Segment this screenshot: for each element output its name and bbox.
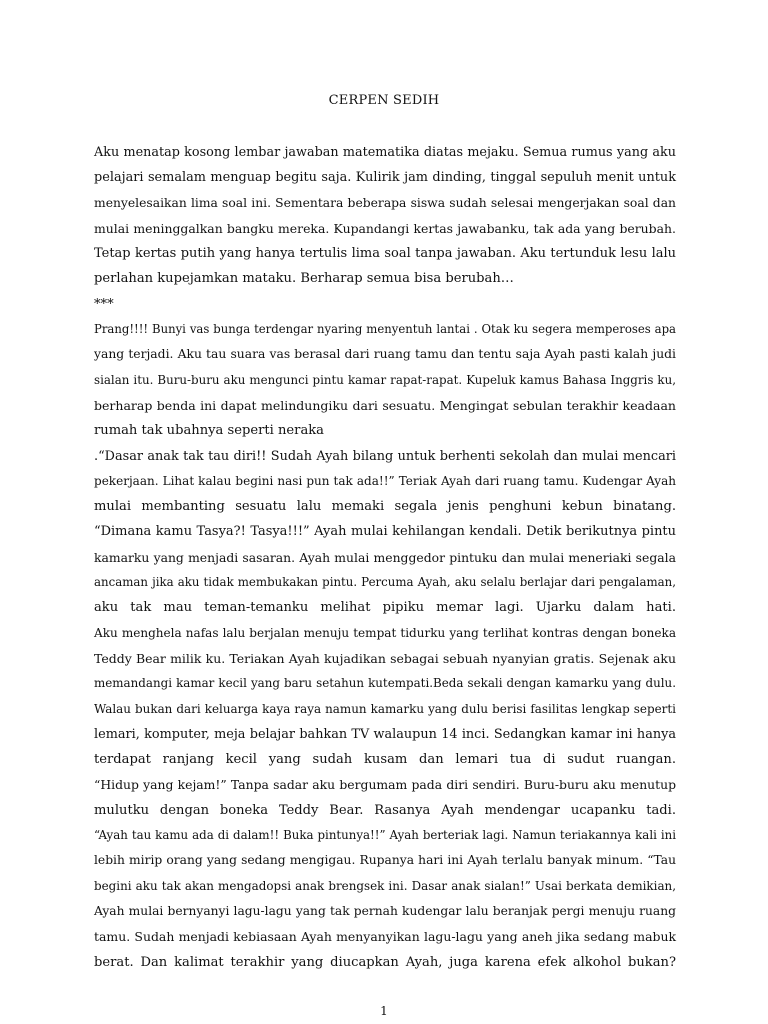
document-title: CERPEN SEDIH	[328, 93, 440, 108]
text-line: berat. Dan kalimat terakhir yang diucapkan Ayah, juga karena efek alkohol bukan?	[94, 954, 676, 970]
text-line: rumah tak ubahnya seperti neraka	[94, 423, 324, 439]
text-line: ***	[94, 296, 114, 312]
text-line: kamarku yang menjadi sasaran. Ayah mulai menggedor pintuku dan mulai meneriaki segala	[94, 549, 676, 565]
text-line: pelajari semalam menguap begitu saja. Kulirik jam dinding, tinggal sepuluh menit untuk	[94, 170, 676, 186]
text-line: tamu. Sudah menjadi kebiasaan Ayah menyanyikan lagu-lagu yang aneh jika sedang mabuk	[94, 929, 676, 945]
text-line: “Ayah tau kamu ada di dalam!! Buka pintunya!!” Ayah berteriak lagi. Namun teriakannya kali ini	[94, 828, 676, 843]
text-line: perlahan kupejamkan mataku. Berharap semua bisa berubah…	[94, 271, 514, 287]
text-line: lemari, komputer, meja belajar bahkan TV walaupun 14 inci. Sedangkan kamar ini hanya	[94, 726, 676, 742]
text-line: Aku menghela nafas lalu berjalan menuju tempat tidurku yang terlihat kontras dengan boneka	[94, 625, 676, 640]
text-line: Aku menatap kosong lembar jawaban matematika diatas mejaku. Semua rumus yang aku	[94, 145, 676, 160]
text-line: begini aku tak akan mengadopsi anak brengsek ini. Dasar anak sialan!” Usai berkata demikian,	[94, 878, 676, 893]
page-number: 1	[380, 1004, 388, 1018]
text-line: Walau bukan dari keluarga kaya raya namun kamarku yang dulu berisi fasilitas lengkap seperti	[94, 701, 676, 716]
text-line: Tetap kertas putih yang hanya tertulis lima soal tanpa jawaban. Aku tertunduk lesu lalu	[94, 246, 676, 262]
text-line: mulutku dengan boneka Teddy Bear. Rasanya Ayah mendengar ucapanku tadi.	[94, 802, 676, 818]
text-line: berharap benda ini dapat melindungiku dari sesuatu. Mengingat sebulan terakhir keadaan	[94, 397, 676, 413]
text-line: Teddy Bear milik ku. Teriakan Ayah kujadikan sebagai sebuah nyanyian gratis. Sejenak aku	[94, 650, 676, 666]
text-line: “Dimana kamu Tasya?! Tasya!!!” Ayah mulai kehilangan kendali. Detik berikutnya pintu	[94, 524, 676, 540]
story-body	[94, 140, 676, 975]
text-line: sialan itu. Buru-buru aku mengunci pintu kamar rapat-rapat. Kupeluk kamus Bahasa Inggris ku,	[94, 372, 676, 387]
text-line: yang terjadi. Aku tau suara vas berasal dari ruang tamu dan tentu saja Ayah pasti kalah judi	[94, 347, 676, 362]
text-line: memandangi kamar kecil yang baru setahun kutempati.Beda sekali dengan kamarku yang dulu.	[94, 676, 676, 691]
text-line: terdapat ranjang kecil yang sudah kusam dan lemari tua di sudut ruangan.	[94, 752, 676, 768]
text-line: “Hidup yang kejam!” Tanpa sadar aku bergumam pada diri sendiri. Buru-buru aku menutup	[94, 777, 676, 793]
text-line: Ayah mulai bernyanyi lagu-lagu yang tak pernah kudengar lalu beranjak pergi menuju ruang	[94, 903, 676, 918]
text-line: .“Dasar anak tak tau diri!! Sudah Ayah bilang untuk berhenti sekolah dan mulai mencari	[94, 448, 676, 464]
text-line: ancaman jika aku tidak membukakan pintu. Percuma Ayah, aku selalu berlajar dari pengalaman,	[94, 575, 676, 590]
text-line: lebih mirip orang yang sedang mengigau. Rupanya hari ini Ayah terlalu banyak minum. “Tau	[94, 853, 676, 868]
text-line: aku tak mau teman-temanku melihat pipiku memar lagi. Ujarku dalam hati.	[94, 600, 676, 616]
text-line: menyelesaikan lima soal ini. Sementara beberapa siswa sudah selesai mengerjakan soal dan	[94, 195, 676, 210]
text-line: Prang!!!! Bunyi vas bunga terdengar nyaring menyentuh lantai . Otak ku segera memperoses apa	[94, 322, 676, 337]
text-line: pekerjaan. Lihat kalau begini nasi pun tak ada!!” Teriak Ayah dari ruang tamu. Kudengar Ayah	[94, 473, 676, 488]
text-line: mulai membanting sesuatu lalu memaki segala jenis penghuni kebun binatang.	[94, 499, 676, 515]
text-line: mulai meninggalkan bangku mereka. Kupandangi kertas jawabanku, tak ada yang berubah.	[94, 220, 676, 236]
